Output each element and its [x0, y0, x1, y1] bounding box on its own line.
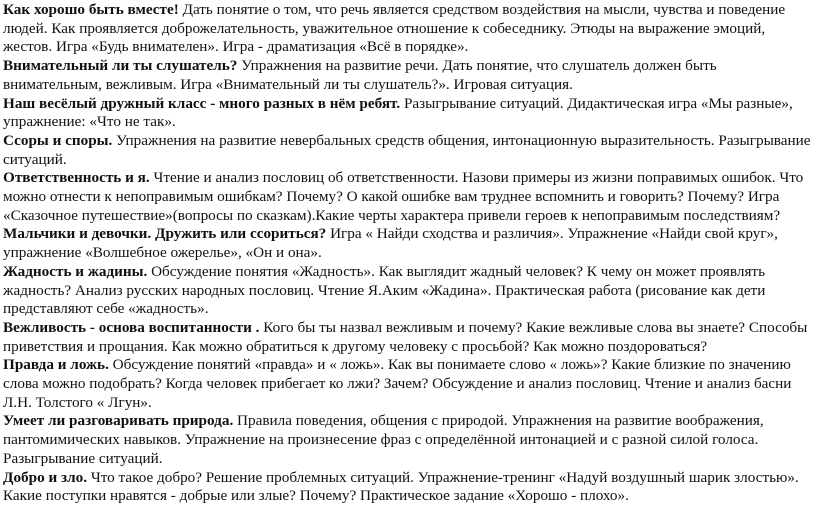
- text-truth-lie: Обсуждение понятий «правда» и « ложь». Как вы понимаете слово « ложь»? Какие близкие по значению слова можно подобрать? Когда человек прибегает ко лжи? Зачем? Обсуждение и анализ пословиц. Чтение и анализ басни Л.Н. Толстого « Лгун».: [3, 356, 792, 411]
- heading-good-evil: Добро и зло.: [3, 468, 88, 486]
- heading-greed: Жадность и жадины.: [3, 262, 148, 280]
- heading-class: Наш весёлый дружный класс - много разных в нём ребят.: [3, 94, 401, 112]
- heading-boys-girls: Мальчики и девочки. Дружить или ссориться?: [3, 225, 327, 243]
- text-politeness: Кого бы ты назвал вежливым и почему? Какие вежливые слова вы знаете? Способы приветствия и прощания. Как можно обратиться к другому человеку с просьбой? Как можно поздороваться?: [3, 318, 808, 355]
- paragraph-together: [3, 1, 812, 57]
- heading-nature: Умеет ли разговаривать природа.: [3, 412, 234, 430]
- text-nature: Правила поведения, общения с природой. Упражнения на развитие воображения, пантомимических навыков. Упражнение на произнесение фраз с определённой интонацией и с разной силой голоса. Разыгрывание ситуаций.: [3, 412, 764, 467]
- text-good-evil: Что такое добро? Решение проблемных ситуаций. Упражнение-тренинг «Надуй воздушный шарик злостью». Какие поступки нравятся - добрые или злые? Почему? Практическое задание «Хорошо - плохо».: [3, 468, 799, 505]
- paragraph-politeness: [3, 319, 812, 356]
- paragraph-greed: [3, 263, 812, 319]
- text-boys-girls: Игра « Найди сходства и различия». Упражнение «Найди свой круг», упражнение «Волшебное ожерелье», «Он и она».: [3, 225, 778, 262]
- paragraph-quarrels: [3, 132, 812, 169]
- heading-politeness: Вежливость - основа воспитанности .: [3, 318, 260, 336]
- heading-together: Как хорошо быть вместе!: [3, 1, 179, 18]
- text-listener: Упражнения на развитие речи. Дать понятие, что слушатель должен быть внимательным, вежливым. Игра «Внимательный ли ты слушатель?». Игровая ситуация.: [3, 57, 717, 93]
- heading-truth-lie: Правда и ложь.: [3, 356, 109, 374]
- paragraph-class: [3, 95, 812, 132]
- paragraph-truth-lie: [3, 356, 812, 412]
- paragraph-boys-girls: [3, 225, 812, 262]
- text-together: Дать понятие о том, что речь является средством воздействия на мысли, чувства и поведение людей. Как проявляется доброжелательность, уважительное отношение к собеседнику. Этюды на выражение эмоций, жестов. Игра «Будь внимателен». Игра - драматизация «Всё в порядке».: [3, 1, 786, 56]
- paragraph-listener: [3, 57, 812, 94]
- heading-quarrels: Ссоры и споры.: [3, 131, 113, 149]
- paragraph-responsibility: [3, 169, 812, 225]
- heading-responsibility: Ответственность и я.: [3, 169, 150, 187]
- heading-listener: Внимательный ли ты слушатель?: [3, 57, 238, 75]
- text-greed: Обсуждение понятия «Жадность». Как выглядит жадный человек? К чему он может проявлять жадность? Анализ русских народных пословиц. Чтение Я.Аким «Жадина». Практическая работа (рисование как дети представляют себе «жадность».: [3, 262, 766, 318]
- text-quarrels: Упражнения на развитие невербальных средств общения, интонационную выразительность. Разыгрывание ситуаций.: [3, 131, 811, 168]
- text-class: Разыгрывание ситуаций. Дидактическая игра «Мы разные», упражнение: «Что не так».: [3, 94, 793, 131]
- paragraph-nature: [3, 412, 812, 468]
- paragraph-good-evil: [3, 469, 812, 506]
- text-responsibility: Чтение и анализ пословиц об ответственности. Назови примеры из жизни поправимых ошибок. Что можно отнести к непоправимым ошибкам? Почему? О какой ошибке вам труднее вспомнить и говорить? Почему? Игра «Сказочное путешествие»(вопросы по сказкам).Какие черты характера привели героев к непоправимым последствиям?: [3, 169, 804, 224]
